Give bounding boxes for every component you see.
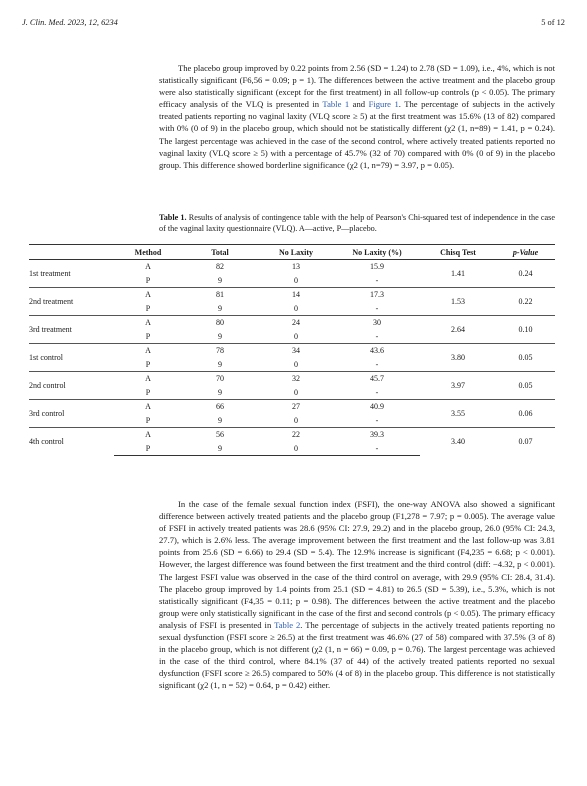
chisq-cell: 3.55	[420, 400, 496, 428]
no-laxity-pct-cell: 43.6	[334, 344, 420, 358]
no-laxity-pct-cell: 15.9	[370, 262, 384, 272]
table-caption	[159, 212, 555, 234]
arm-cell: A	[114, 344, 182, 358]
chisq-cell: 3.80	[420, 344, 496, 372]
table-row	[29, 400, 555, 414]
arm-cell: A	[114, 400, 182, 414]
no-laxity-pct-cell: -	[375, 303, 379, 313]
table-row	[29, 288, 555, 302]
no-laxity-cell: 32	[258, 372, 334, 386]
table-body	[29, 260, 555, 456]
total-cell: 9	[218, 275, 222, 285]
no-laxity-cell: 22	[258, 428, 334, 442]
no-laxity-cell: 13	[292, 262, 300, 272]
no-laxity-cell: 0	[294, 275, 298, 285]
arm-cell: A	[114, 372, 182, 386]
table-row	[29, 260, 555, 274]
table-1-link[interactable]: Table 1	[322, 99, 350, 110]
header-cell: No Laxity	[258, 245, 334, 260]
total-cell: 70	[182, 372, 258, 386]
no-laxity-cell: 0	[294, 303, 298, 313]
no-laxity-pct-cell: 45.7	[334, 372, 420, 386]
total-cell: 66	[182, 400, 258, 414]
paragraph-text: The placebo group improved by 0.22 points from 2.56 (SD = 1.24) to 2.78 (SD = 1.09), i.e., 4%, which is not statistically significant (F6,56 = 0.09; p = 1). The differences between the active treatment and the placebo group were also statistically significant (except for the first treatment) in all follow-up controls (p < 0.05). The primary efficacy analysis of the VLQ is presented in	[159, 63, 555, 110]
journal-citation: J. Clin. Med. 2023, 12, 6234	[22, 18, 118, 27]
body-paragraph-vlq	[159, 62, 555, 171]
method-cell: 1st treatment	[29, 269, 71, 278]
method-cell: 3rd treatment	[29, 316, 114, 344]
table-row	[29, 316, 555, 330]
total-cell: 80	[182, 316, 258, 330]
arm-cell: A	[145, 262, 151, 272]
table-header-row	[29, 245, 555, 260]
no-laxity-cell: 0	[294, 331, 298, 341]
chisq-cell: 1.41	[451, 269, 465, 278]
no-laxity-cell: 24	[258, 316, 334, 330]
no-laxity-cell: 14	[258, 288, 334, 302]
chisq-cell: 2.64	[420, 316, 496, 344]
arm-cell: P	[145, 387, 151, 397]
p-value-cell: 0.24	[518, 269, 533, 278]
arm-cell: A	[114, 288, 182, 302]
no-laxity-pct-cell: -	[375, 331, 379, 341]
p-value-cell: 0.22	[496, 288, 555, 316]
p-value-cell: 0.07	[496, 428, 555, 456]
p-value-cell: 0.10	[496, 316, 555, 344]
paragraph-text: . The percentage of subjects in the actively treated patients reporting no vaginal laxity (VLQ score ≥ 5) at the first treatment was 15.6% (13 of 82) compared with 0% (0 of 9) in the placebo group, which should not be statistically different (χ2 (1, n=89) = 1.41, p = 0.24). The largest percentage was achieved in the case of the second control, where actively treated patients reported no vaginal laxity (VLQ score ≥ 5) with a percentage of 45.7% (32 of 70) compared with 0% (0 of 9) in the placebo group. This difference showed borderline significance (χ2 (1, n=79) = 3.97, p = 0.05).	[159, 99, 555, 170]
no-laxity-pct-cell: 30	[334, 316, 420, 330]
header-cell: p-Value	[496, 245, 555, 260]
no-laxity-cell: 0	[258, 442, 334, 456]
chisq-cell: 3.40	[420, 428, 496, 456]
no-laxity-pct-cell: 39.3	[334, 428, 420, 442]
no-laxity-pct-cell: 40.9	[334, 400, 420, 414]
no-laxity-cell: 0	[294, 387, 298, 397]
table-caption-text: Results of analysis of contingence table with the help of Pearson's Chi-squared test of independence in the case of the vaginal laxity questionnaire (VLQ). A—active, P—placebo.	[159, 213, 555, 233]
total-cell: 56	[182, 428, 258, 442]
no-laxity-pct-cell: -	[375, 275, 379, 285]
arm-cell: P	[145, 275, 151, 285]
arm-cell: P	[145, 415, 151, 425]
paragraph-text: and	[349, 99, 369, 110]
table-row	[29, 344, 555, 358]
no-laxity-cell: 0	[294, 415, 298, 425]
total-cell: 9	[218, 331, 222, 341]
header-cell: Method	[114, 245, 182, 260]
table-row	[29, 428, 555, 442]
total-cell: 9	[218, 303, 222, 313]
page-header	[22, 18, 565, 27]
p-value-cell: 0.05	[496, 344, 555, 372]
method-cell: 3rd control	[29, 400, 114, 428]
total-cell: 78	[182, 344, 258, 358]
no-laxity-pct-cell: -	[375, 387, 379, 397]
body-paragraph-fsfi	[159, 498, 555, 692]
table-2-link[interactable]: Table 2	[274, 619, 301, 630]
no-laxity-cell: 34	[258, 344, 334, 358]
header-cell	[29, 245, 114, 260]
p-value-cell: 0.06	[496, 400, 555, 428]
no-laxity-pct-cell: -	[375, 415, 379, 425]
no-laxity-cell: 0	[294, 359, 298, 369]
arm-cell: P	[145, 303, 151, 313]
arm-cell: A	[114, 428, 182, 442]
paragraph-text: . The percentage of subjects in the actively treated patients reporting no sexual dysfunction (FSFI score ≥ 26.5) at the first treatment was 46.6% (27 of 58) compared with 37.5% (3 of 8) in the placebo group, which is not different (χ2 (1, n = 66) = 0.09, p = 0.76). The largest percentage was achieved in the case of the third control, where 84.1% (37 of 44) of the actively treated patients reported no sexual dysfunction (FSFI score ≥ 26.5) compared to 50% (4 of 8) in the placebo group. This difference is not statistically significant (χ2 (1, n = 52) = 0.64, p = 0.42) either.	[159, 619, 555, 691]
results-table	[29, 244, 555, 456]
chisq-cell: 3.97	[420, 372, 496, 400]
method-cell: 1st control	[29, 344, 114, 372]
arm-cell: A	[114, 316, 182, 330]
no-laxity-pct-cell: -	[334, 442, 420, 456]
total-cell: 9	[218, 387, 222, 397]
total-cell: 9	[218, 359, 222, 369]
table-caption-label: Table 1.	[159, 213, 187, 222]
total-cell: 9	[182, 442, 258, 456]
method-cell: 2nd treatment	[29, 288, 114, 316]
header-cell: No Laxity (%)	[334, 245, 420, 260]
no-laxity-pct-cell: -	[375, 359, 379, 369]
method-cell: 2nd control	[29, 372, 114, 400]
p-value-cell: 0.05	[496, 372, 555, 400]
page-number: 5 of 12	[541, 18, 565, 27]
total-cell: 82	[216, 262, 224, 272]
arm-cell: P	[114, 442, 182, 456]
figure-1-link[interactable]: Figure 1	[368, 99, 399, 110]
table-row	[29, 372, 555, 386]
no-laxity-cell: 27	[258, 400, 334, 414]
chisq-cell: 1.53	[420, 288, 496, 316]
arm-cell: P	[145, 359, 151, 369]
paragraph-text: In the case of the female sexual function index (FSFI), the one-way ANOVA also showed a significant difference between actively treated patients and the placebo group (F1,278 = 7.97; p = 0.005). The average value of FSFI in actively treated patients was 28.6 (95% CI: 27.9, 29.2) and in the placebo group, 26.0 (95% CI: 24.3, 27.7), which is 2.6% less. The average improvement between the first treatment and the last follow-up was 3.81 points from 25.6 (SD = 6.66) to 29.4 (SD = 5.4). The 12.9% increase is significant (F4,235 = 6.68; p < 0.001). However, the largest difference was found between the first treatment and the third control (diff: −4.32, p < 0.001). The largest FSFI value was observed in the case of the third control on average, with 29.9 (95% CI: 28.4, 31.4). The placebo group improved by 1.4 points from 25.1 (SD = 4.81) to 26.5 (SD = 5.39), i.e., 5.3%, which is not statistically significant (F4,35 = 0.11; p = 0.98). The differences between the active treatment and the placebo group were only statistically significant in the case of the first and second controls (p < 0.05). The primary efficacy analysis of FSFI is presented in	[159, 499, 555, 630]
total-cell: 9	[218, 415, 222, 425]
arm-cell: P	[145, 331, 151, 341]
header-cell: Chisq Test	[420, 245, 496, 260]
header-cell: Total	[182, 245, 258, 260]
method-cell: 4th control	[29, 428, 114, 456]
no-laxity-pct-cell: 17.3	[334, 288, 420, 302]
total-cell: 81	[182, 288, 258, 302]
